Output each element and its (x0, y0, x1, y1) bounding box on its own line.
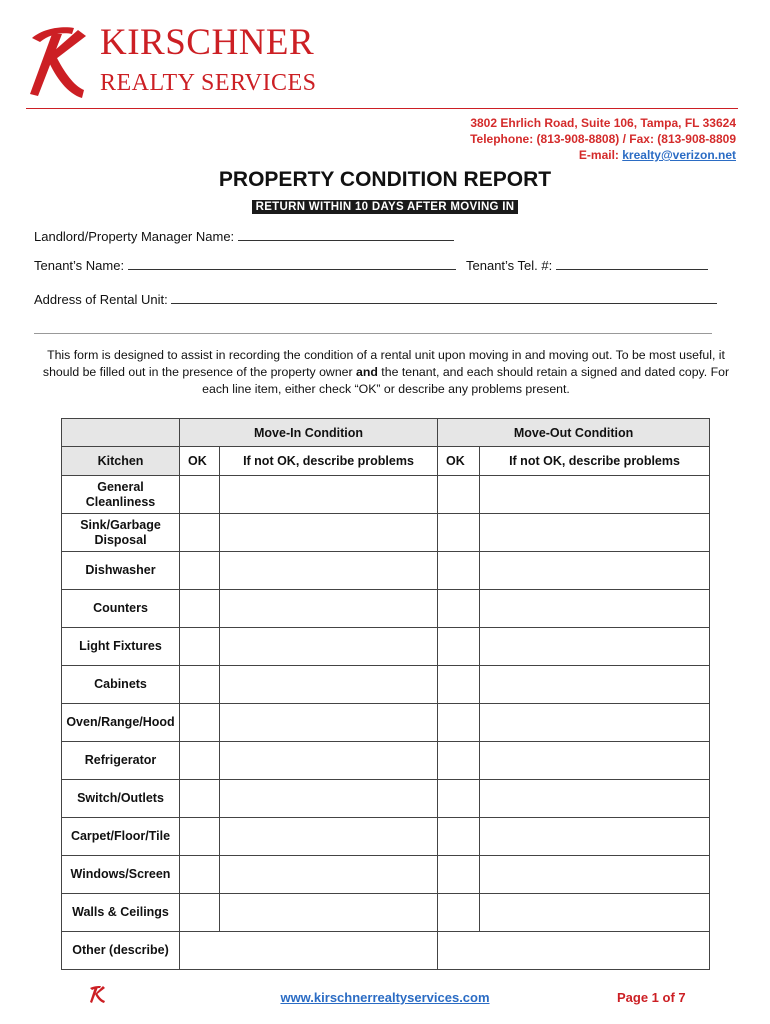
move-out-ok-header: OK (438, 447, 480, 476)
row-label: Counters (62, 590, 180, 628)
subtitle-banner (0, 197, 770, 215)
move-in-ok-header: OK (180, 447, 220, 476)
email-label: E-mail: (578, 148, 623, 162)
condition-table (61, 418, 710, 970)
move-in-describe-cell[interactable] (220, 514, 438, 552)
move-in-describe-cell[interactable] (220, 818, 438, 856)
table-row (62, 628, 710, 666)
table-row (62, 780, 710, 818)
move-in-ok-cell[interactable] (180, 552, 220, 590)
address-input-line[interactable] (171, 291, 717, 304)
section-kitchen: Kitchen (62, 447, 180, 476)
move-in-describe-cell[interactable] (220, 628, 438, 666)
move-in-ok-cell[interactable] (180, 856, 220, 894)
move-out-describe-cell[interactable] (438, 932, 710, 970)
page-title: PROPERTY CONDITION REPORT (218, 168, 552, 191)
move-out-describe-cell[interactable] (480, 742, 710, 780)
move-out-ok-cell[interactable] (438, 780, 480, 818)
move-out-describe-cell[interactable] (480, 666, 710, 704)
company-phone: Telephone: (813-908-8808) / Fax: (813-908-8809 (470, 132, 736, 146)
table-row (62, 552, 710, 590)
move-out-describe-cell[interactable] (480, 514, 710, 552)
move-in-ok-cell[interactable] (180, 514, 220, 552)
move-out-describe-cell[interactable] (480, 628, 710, 666)
move-in-ok-cell[interactable] (180, 666, 220, 704)
table-subheader-row (62, 447, 710, 476)
move-in-ok-cell[interactable] (180, 628, 220, 666)
move-in-header: Move-In Condition (180, 419, 438, 447)
move-in-ok-cell[interactable] (180, 742, 220, 780)
move-in-describe-cell[interactable] (220, 666, 438, 704)
move-in-describe-cell[interactable] (220, 780, 438, 818)
landlord-field (34, 228, 454, 244)
address-second-line[interactable] (34, 333, 712, 334)
table-row (62, 590, 710, 628)
intro-text-bold: and (356, 365, 378, 379)
intro-paragraph (30, 347, 742, 398)
landlord-label: Landlord/Property Manager Name: (34, 229, 235, 244)
tenant-tel-input-line[interactable] (556, 257, 708, 270)
table-row (62, 894, 710, 932)
address-field (34, 291, 717, 307)
move-out-ok-cell[interactable] (438, 552, 480, 590)
header-divider (26, 108, 738, 109)
email-link[interactable]: krealty@verizon.net (622, 148, 736, 162)
row-label: Windows/Screen (62, 856, 180, 894)
move-out-describe-cell[interactable] (480, 780, 710, 818)
tenant-tel-label: Tenant’s Tel. #: (466, 258, 553, 273)
move-out-describe-cell[interactable] (480, 552, 710, 590)
table-row (62, 704, 710, 742)
move-in-ok-cell[interactable] (180, 704, 220, 742)
move-out-describe-header: If not OK, describe problems (480, 447, 710, 476)
table-row (62, 856, 710, 894)
company-email-line (579, 146, 736, 164)
move-out-ok-cell[interactable] (438, 476, 480, 514)
move-out-describe-cell[interactable] (480, 894, 710, 932)
move-out-ok-cell[interactable] (438, 818, 480, 856)
move-out-ok-cell[interactable] (438, 628, 480, 666)
move-in-ok-cell[interactable] (180, 818, 220, 856)
tenant-name-input-line[interactable] (128, 257, 456, 270)
move-in-describe-cell[interactable] (180, 932, 438, 970)
page-number: Page 1 of 7 (617, 990, 686, 1005)
move-out-describe-cell[interactable] (480, 856, 710, 894)
intro-text-2: the tenant, and each should retain a signed and dated copy. For each line item, either check “OK” or describe any problems present. (202, 365, 730, 396)
company-subtitle: REALTY SERVICES (100, 70, 317, 96)
move-out-describe-cell[interactable] (480, 818, 710, 856)
move-in-describe-cell[interactable] (220, 476, 438, 514)
row-label: Cabinets (62, 666, 180, 704)
company-logo (22, 22, 90, 100)
move-out-ok-cell[interactable] (438, 894, 480, 932)
table-row (62, 514, 710, 552)
move-in-describe-cell[interactable] (220, 894, 438, 932)
move-out-ok-cell[interactable] (438, 704, 480, 742)
company-name: KIRSCHNER (100, 22, 315, 63)
row-label: Refrigerator (62, 742, 180, 780)
tenant-name-label: Tenant’s Name: (34, 258, 125, 273)
row-label: Oven/Range/Hood (62, 704, 180, 742)
header-blank-cell (62, 419, 180, 447)
move-out-describe-cell[interactable] (480, 476, 710, 514)
row-label: Light Fixtures (62, 628, 180, 666)
table-header-row (62, 419, 710, 447)
landlord-input-line[interactable] (238, 228, 454, 241)
move-in-describe-cell[interactable] (220, 742, 438, 780)
website-link[interactable]: www.kirschnerrealtyservices.com (280, 990, 490, 1005)
move-in-describe-cell[interactable] (220, 856, 438, 894)
move-out-ok-cell[interactable] (438, 590, 480, 628)
move-in-describe-cell[interactable] (220, 552, 438, 590)
move-out-ok-cell[interactable] (438, 514, 480, 552)
move-in-describe-cell[interactable] (220, 704, 438, 742)
row-label: Other (describe) (62, 932, 180, 970)
move-out-header: Move-Out Condition (438, 419, 710, 447)
intro-text-1: This form is designed to assist in recording the condition of a rental unit upon moving in and moving out. To be most useful, it should be filled out in the presence of the property owner (42, 348, 725, 379)
table-row (62, 476, 710, 514)
row-label: Switch/Outlets (62, 780, 180, 818)
move-in-ok-cell[interactable] (180, 780, 220, 818)
move-out-ok-cell[interactable] (438, 666, 480, 704)
move-in-ok-cell[interactable] (180, 894, 220, 932)
row-label: Walls & Ceilings (62, 894, 180, 932)
table-row (62, 666, 710, 704)
move-out-ok-cell[interactable] (438, 742, 480, 780)
row-label: Sink/Garbage Disposal (62, 514, 180, 552)
move-in-ok-cell[interactable] (180, 590, 220, 628)
subtitle-text: RETURN WITHIN 10 DAYS AFTER MOVING IN (252, 200, 519, 214)
company-address: 3802 Ehrlich Road, Suite 106, Tampa, FL 33624 (470, 116, 736, 130)
move-out-describe-cell[interactable] (480, 590, 710, 628)
address-label: Address of Rental Unit: (34, 292, 168, 307)
move-in-ok-cell[interactable] (180, 476, 220, 514)
table-row (62, 818, 710, 856)
table-row (62, 932, 710, 970)
tenant-name-field (34, 257, 456, 273)
table-row (62, 742, 710, 780)
row-label: Carpet/Floor/Tile (62, 818, 180, 856)
move-in-describe-header: If not OK, describe problems (220, 447, 438, 476)
move-out-describe-cell[interactable] (480, 704, 710, 742)
move-in-describe-cell[interactable] (220, 590, 438, 628)
move-out-ok-cell[interactable] (438, 856, 480, 894)
tenant-tel-field (466, 257, 708, 273)
condition-rows (62, 476, 710, 970)
row-label: General Cleanliness (62, 476, 180, 514)
row-label: Dishwasher (62, 552, 180, 590)
